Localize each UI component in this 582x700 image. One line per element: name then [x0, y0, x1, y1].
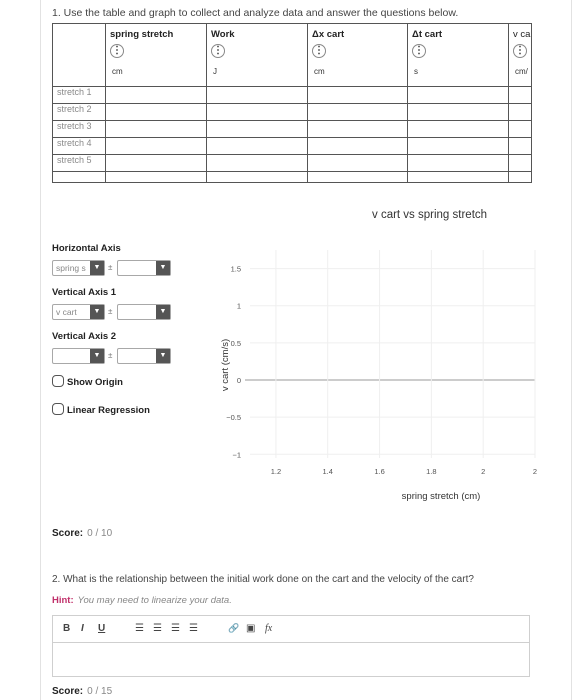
linear-regression-option[interactable] — [52, 403, 150, 416]
horizontal-axis-label: Horizontal Axis — [52, 243, 121, 254]
outdent-icon[interactable]: ☰ — [171, 623, 180, 634]
y-axis-label: v cart (cm/s) — [220, 338, 231, 392]
column-work[interactable] — [206, 24, 307, 182]
select-value: spring s — [56, 263, 86, 273]
chevron-down-icon: ▼ — [156, 349, 170, 363]
x-tick-labels — [271, 467, 537, 476]
row-label-stretch-2: stretch 2 — [57, 104, 92, 114]
more-vertical-icon[interactable]: ⋮ — [112, 45, 122, 56]
numbered-list-icon[interactable]: ☰ — [153, 623, 162, 634]
y-tick-label: 1.5 — [230, 264, 241, 274]
column-v-cart[interactable] — [508, 24, 532, 182]
linear-regression-checkbox[interactable] — [52, 403, 64, 415]
vertical-axis-2-select[interactable] — [52, 348, 105, 364]
row-label-stretch-1: stretch 1 — [57, 87, 92, 97]
chart-grid — [245, 250, 535, 458]
row-label-stretch-5: stretch 5 — [57, 155, 92, 165]
bold-button[interactable]: B — [63, 623, 71, 634]
editor-toolbar — [53, 616, 529, 643]
column-unit: J — [213, 67, 217, 76]
score-value: 0 / 15 — [87, 686, 113, 697]
show-origin-label: Show Origin — [67, 377, 123, 388]
chevron-down-icon: ▼ — [90, 349, 104, 363]
chart-plot[interactable] — [200, 240, 540, 510]
chevron-down-icon: ▼ — [90, 261, 104, 275]
vertical-axis-2-label: Vertical Axis 2 — [52, 331, 117, 342]
italic-button[interactable]: I — [81, 623, 84, 634]
vertical-axis-1-label: Vertical Axis 1 — [52, 287, 117, 298]
more-vertical-icon[interactable]: ⋮ — [515, 45, 525, 56]
y-tick-label: −0.5 — [226, 413, 241, 423]
horizontal-axis-select[interactable] — [52, 260, 105, 276]
column-unit: s — [414, 67, 418, 76]
select-value: v cart — [56, 307, 77, 317]
hint-label: Hint: — [52, 595, 74, 606]
y-tick-label: 0.5 — [230, 338, 241, 348]
more-vertical-icon[interactable]: ⋮ — [314, 45, 324, 56]
formula-icon[interactable]: fx — [265, 623, 273, 634]
y-tick-label: 0 — [236, 376, 241, 385]
x-tick-label: 1.2 — [270, 467, 282, 476]
score-question-2 — [52, 686, 112, 697]
x-tick-label: 1.8 — [426, 467, 437, 476]
answer-editor[interactable] — [52, 615, 530, 677]
column-unit: cm — [112, 67, 123, 76]
score-label: Score: — [52, 686, 84, 697]
x-axis-label: spring stretch (cm) — [401, 491, 481, 502]
x-tick-label: 2 — [481, 467, 486, 476]
question-1-text: 1. Use the table and graph to collect and analyze data and answer the questions below. — [52, 7, 459, 19]
y-tick-label: −1 — [232, 450, 241, 460]
bullet-list-icon[interactable]: ☰ — [135, 623, 144, 634]
linear-regression-label: Linear Regression — [67, 405, 150, 416]
column-header-name: v ca — [513, 29, 531, 40]
hint — [52, 595, 232, 606]
score-label: Score: — [52, 528, 84, 539]
column-delta-x-cart[interactable] — [307, 24, 408, 182]
y-tick-label: 1 — [236, 301, 241, 311]
plus-minus-icon: ± — [108, 307, 113, 316]
x-tick-label: 2 — [532, 467, 538, 476]
column-header-name: spring stretch — [110, 29, 174, 40]
vertical-axis-1-select[interactable] — [52, 304, 105, 320]
x-tick-label: 1.6 — [374, 467, 385, 476]
hint-text: You may need to linearize your data. — [77, 595, 232, 606]
column-unit: cm — [314, 67, 325, 76]
chart-title: v cart vs spring stretch — [372, 209, 488, 221]
column-spring-stretch[interactable] — [105, 24, 206, 182]
column-header-name: Δx cart — [312, 29, 345, 40]
plus-minus-icon: ± — [108, 351, 113, 360]
row-label-stretch-4: stretch 4 — [57, 138, 92, 148]
score-question-1 — [52, 528, 112, 539]
link-icon[interactable]: 🔗 — [228, 623, 240, 633]
show-origin-option[interactable] — [52, 375, 123, 388]
data-table — [52, 23, 532, 183]
question-2-text: 2. What is the relationship between the initial work done on the cart and the velocity of the cart? — [52, 574, 474, 585]
column-header-name: Work — [211, 29, 235, 40]
row-label-stretch-3: stretch 3 — [57, 121, 92, 131]
image-icon[interactable]: ▣ — [246, 623, 256, 634]
more-vertical-icon[interactable]: ⋮ — [213, 45, 223, 56]
chevron-down-icon: ▼ — [156, 305, 170, 319]
x-tick-label: 1.4 — [322, 467, 333, 476]
show-origin-checkbox[interactable] — [52, 375, 64, 387]
column-unit: cm/ — [515, 67, 528, 76]
plus-minus-icon: ± — [108, 263, 113, 272]
column-delta-t-cart[interactable] — [407, 24, 508, 182]
column-header-name: Δt cart — [412, 29, 443, 40]
vertical-axis-2-uncertainty-select[interactable] — [117, 348, 171, 364]
indent-icon[interactable]: ☰ — [189, 623, 198, 634]
horizontal-axis-uncertainty-select[interactable] — [117, 260, 171, 276]
chevron-down-icon: ▼ — [156, 261, 170, 275]
score-value: 0 / 10 — [87, 528, 113, 539]
vertical-axis-1-uncertainty-select[interactable] — [117, 304, 171, 320]
more-vertical-icon[interactable]: ⋮ — [414, 45, 424, 56]
underline-button[interactable]: U — [98, 623, 106, 634]
chevron-down-icon: ▼ — [90, 305, 104, 319]
